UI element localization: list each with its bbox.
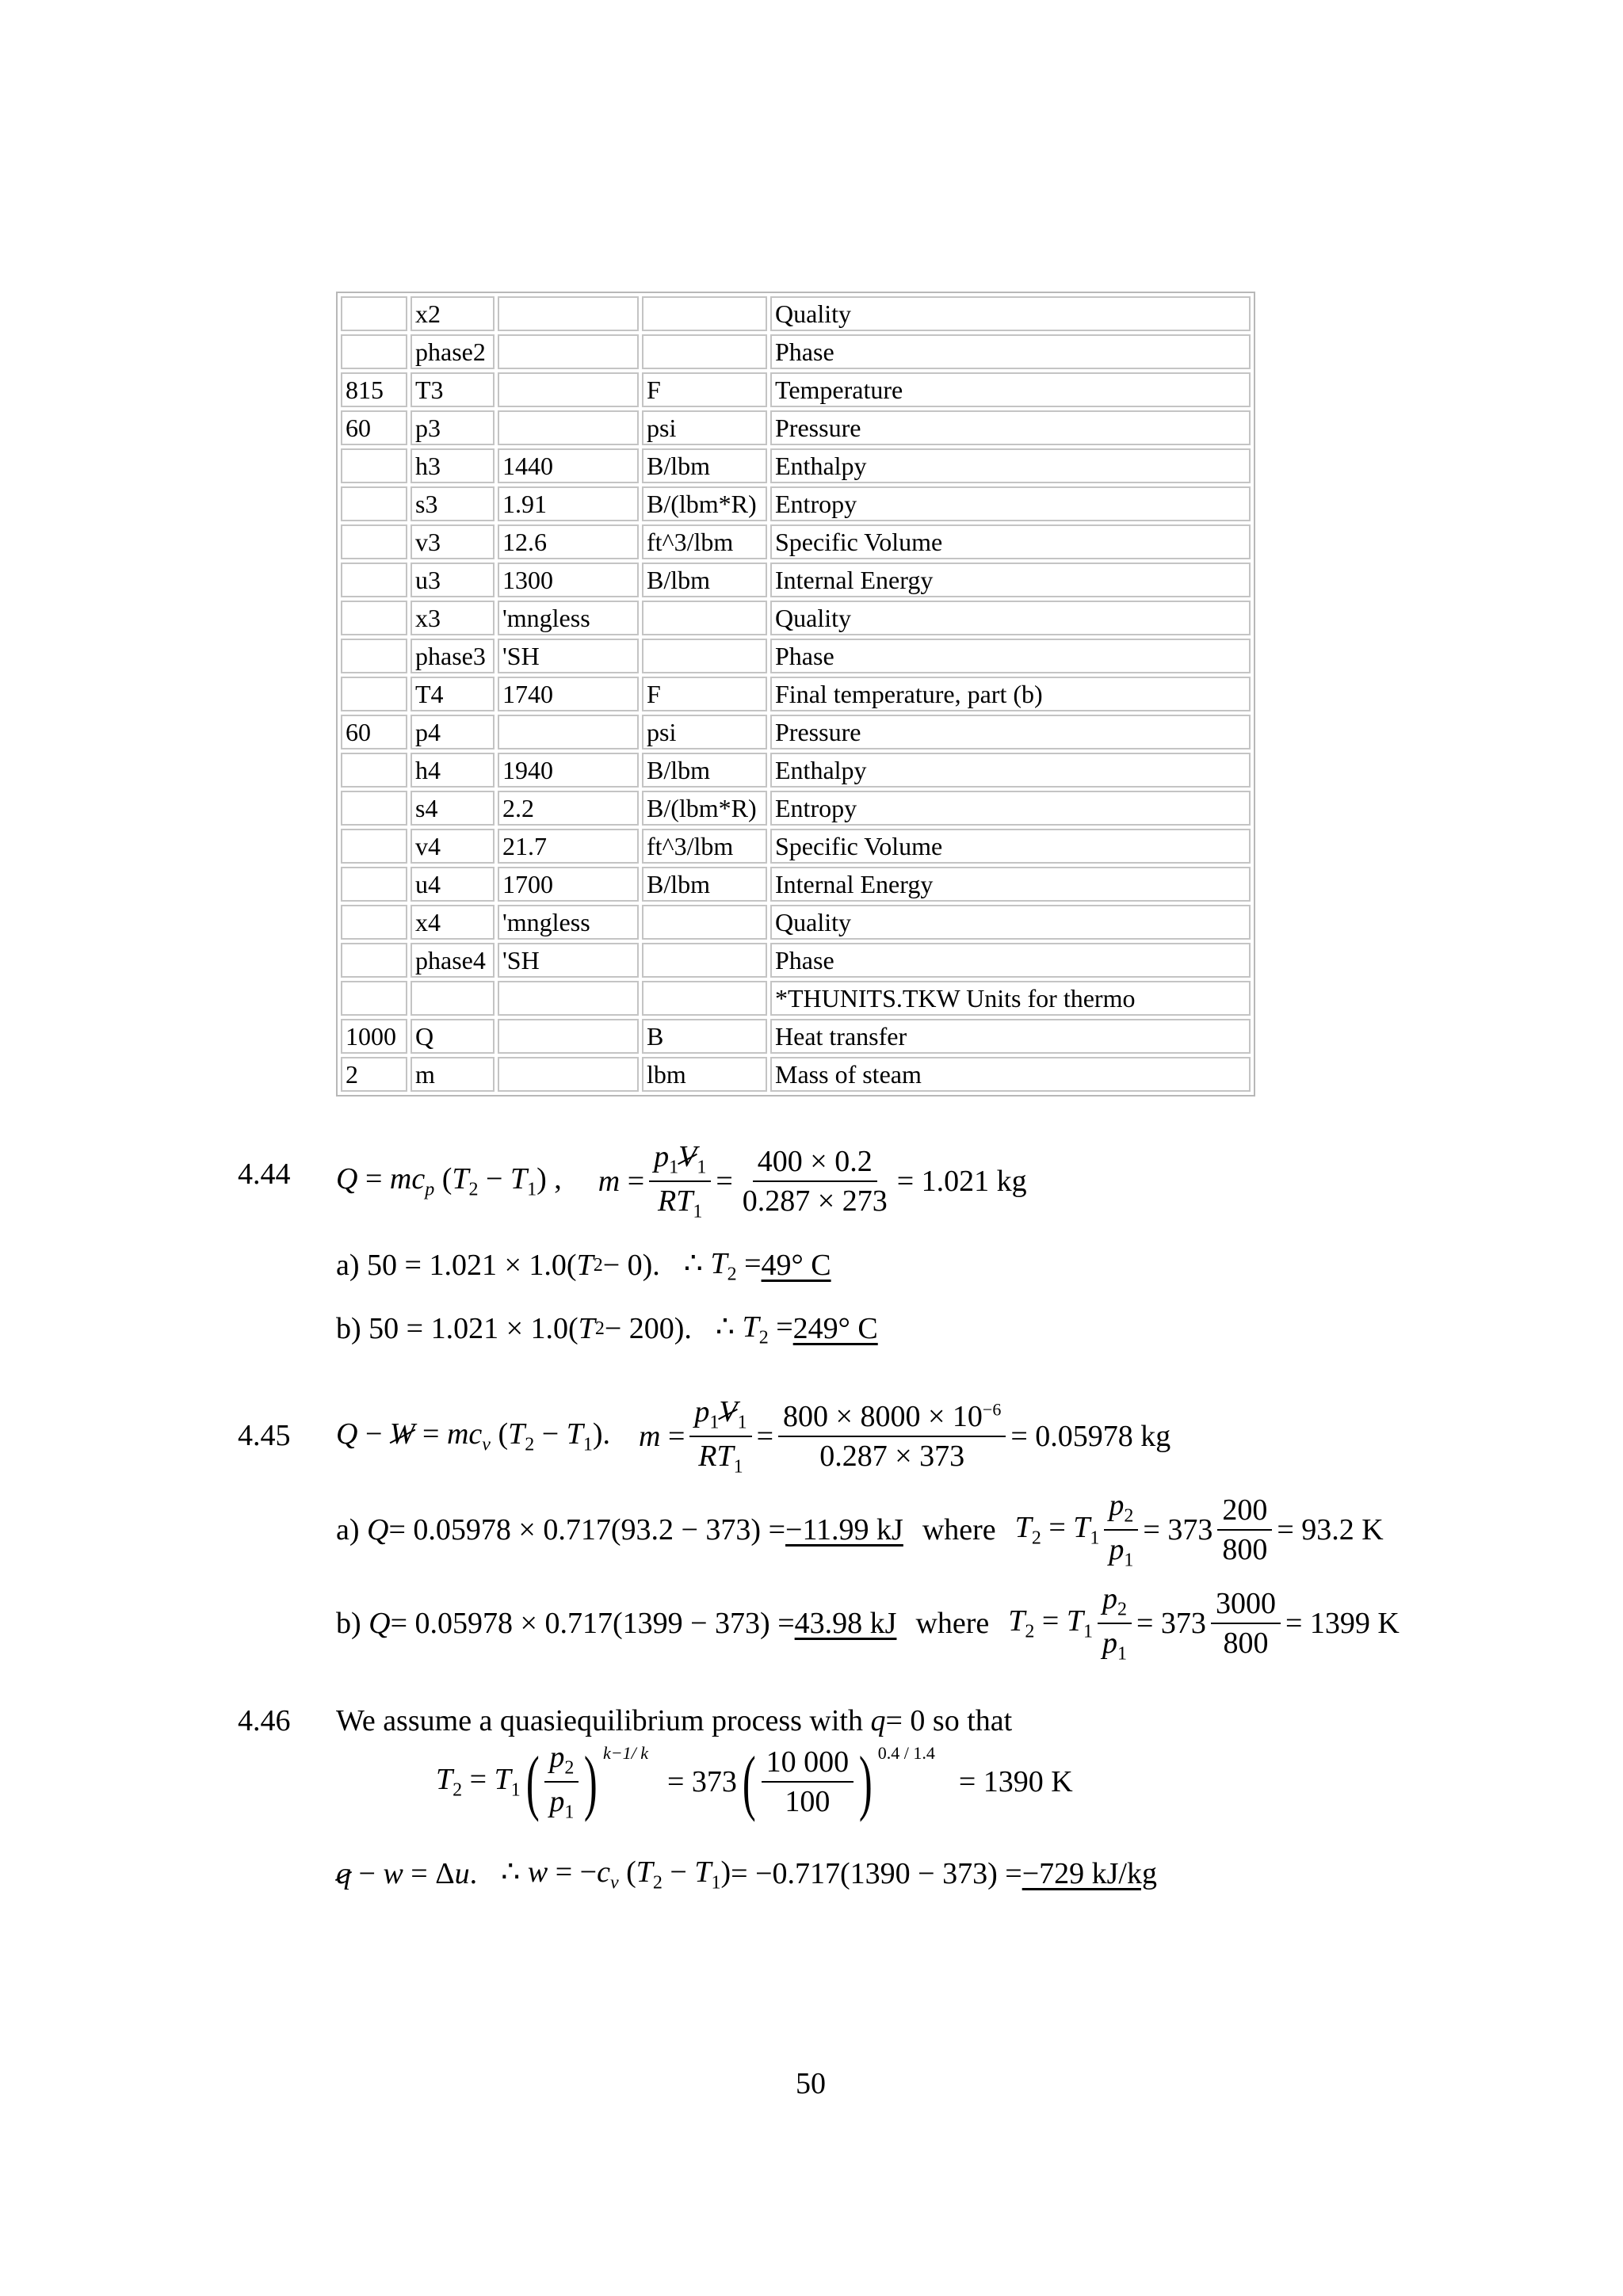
table-cell [498,410,639,445]
table-cell: x3 [411,601,495,635]
table-row [341,753,1251,788]
answer-4-44-b: 249° C [792,1312,878,1346]
eq-4-45-main: $Q - W = mc_v$ $(T_2 - T_1)$. m = $\frac{p_1V_1}{RT_1}$ = $\frac{800 \times 8000 \times 10^{-6}}{0.287 \times 373}$ = 0.05978 kg [336,1395,1171,1478]
table-cell [642,943,767,978]
table-cell: Internal Energy [770,867,1251,902]
table-cell: 2.2 [498,791,639,826]
table-cell: T4 [411,677,495,711]
table-cell: 1.91 [498,486,639,521]
table-cell [498,372,639,407]
table-row [341,981,1251,1016]
table-cell: u4 [411,867,495,902]
table-cell: F [642,372,767,407]
answer-4-45-b: 43.98 kJ [794,1606,897,1640]
table-cell: 'SH [498,639,639,673]
table-cell [341,867,407,902]
table-row [341,791,1251,826]
table-cell [498,715,639,749]
table-cell: h4 [411,753,495,788]
table-cell [341,829,407,864]
table-cell: B/lbm [642,448,767,483]
table-cell: h3 [411,448,495,483]
table-cell: 60 [341,410,407,445]
table-cell: 1000 [341,1019,407,1054]
table-cell: B/lbm [642,867,767,902]
table-cell: Phase [770,639,1251,673]
table-cell [341,486,407,521]
table-cell: Pressure [770,410,1251,445]
mass-fraction-symbolic: $\frac{p_1V_1}{RT_1}$ [649,1139,711,1222]
table-cell: phase4 [411,943,495,978]
table-cell: Mass of steam [770,1057,1251,1092]
temp-result-4-45-b: = 1399 K [1285,1606,1400,1640]
table-cell: Final temperature, part (b) [770,677,1251,711]
mass-fraction-symbolic-4-45: $\frac{p_1V_1}{RT_1}$ [689,1394,751,1478]
table-cell [498,296,639,331]
table-cell [341,943,407,978]
table-cell: 'SH [498,943,639,978]
table-cell: 'mngless [498,905,639,940]
answer-4-46: −729 kJ/kg [1022,1857,1157,1891]
table-row [341,677,1251,711]
table-row [341,524,1251,559]
table-cell [498,981,639,1016]
table-cell [341,905,407,940]
table-cell: B/lbm [642,563,767,597]
table-cell: Entropy [770,791,1251,826]
table-row [341,867,1251,902]
table-body [341,296,1251,1092]
table-cell: psi [642,715,767,749]
table-cell: 60 [341,715,407,749]
table-cell: x4 [411,905,495,940]
table-cell: 1300 [498,563,639,597]
table-cell [498,1057,639,1092]
table-cell [341,334,407,369]
table-cell: v4 [411,829,495,864]
table-cell: p3 [411,410,495,445]
table-cell: Phase [770,334,1251,369]
table-cell: 1700 [498,867,639,902]
table-cell [642,601,767,635]
problem-number-4-44: 4.44 [238,1158,291,1191]
table-cell [341,639,407,673]
table-cell: B/(lbm*R) [642,486,767,521]
table-cell: p4 [411,715,495,749]
table-cell [498,334,639,369]
answer-4-44-a: 49° C [761,1249,831,1283]
table-row [341,639,1251,673]
table-cell: Q [411,1019,495,1054]
table-cell: ft^3/lbm [642,524,767,559]
mass-result: = 1.021 kg [896,1164,1027,1198]
table-cell [341,981,407,1016]
table-cell [341,563,407,597]
table-cell [642,981,767,1016]
eq-4-45-a: a) Q = 0.05978 × 0.717(93.2 − 373) = −11.99 kJ where $T_2 = T_1$ $\frac{p_2}{p_1}$ = 373 $\frac{200}{800}$ = 93.2 K [336,1489,1384,1571]
table-row [341,1057,1251,1092]
table-row [341,448,1251,483]
table-cell: Enthalpy [770,448,1251,483]
table-cell: Temperature [770,372,1251,407]
page-number: 50 [796,2067,826,2100]
table-cell: ft^3/lbm [642,829,767,864]
table-cell: phase2 [411,334,495,369]
mass-result-4-45: = 0.05978 kg [1010,1419,1171,1453]
problem-number-4-46: 4.46 [238,1704,291,1737]
table-cell: 815 [341,372,407,407]
table-cell: Pressure [770,715,1251,749]
table-cell: lbm [642,1057,767,1092]
table-cell [341,601,407,635]
table-cell: 1940 [498,753,639,788]
table-row [341,486,1251,521]
table-cell [341,791,407,826]
table-cell [642,334,767,369]
table-cell: psi [642,410,767,445]
table-cell: *THUNITS.TKW Units for thermo [770,981,1251,1016]
table-cell [642,639,767,673]
table-row [341,715,1251,749]
table-cell: phase3 [411,639,495,673]
eq-4-46-work: q − w = Δu. ∴ $w = -c_v$ $(T_2 - T_1)$ = −0.717(1390 − 373) = −729 kJ/kg [336,1855,1157,1894]
table-row [341,1019,1251,1054]
table-cell: u3 [411,563,495,597]
table-cell [341,296,407,331]
mass-fraction-numeric-4-45: $\frac{800 \times 8000 \times 10^{-6}}{0.287 \times 373}$ [778,1399,1006,1474]
table-cell: m [411,1057,495,1092]
table-cell: x2 [411,296,495,331]
table-cell: 12.6 [498,524,639,559]
table-cell: B/lbm [642,753,767,788]
eq-4-44-b: b) 50 = 1.021 × 1.0( T 2 − 200). ∴ $T_2$ = 249° C [336,1310,878,1348]
table-cell: Quality [770,296,1251,331]
table-cell: Quality [770,905,1251,940]
eq-4-46-intro: We assume a quasiequilibrium process with q = 0 so that [336,1704,1013,1737]
table-row [341,829,1251,864]
table-cell: Entropy [770,486,1251,521]
temp-result-4-46: = 1390 K [958,1764,1073,1798]
table-cell: v3 [411,524,495,559]
table-cell: B [642,1019,767,1054]
table-row [341,563,1251,597]
eq-4-46-temp: $T_2 = T_1$ ( $\frac{p_2}{p_1}$ ) $^{k-1/ k}$ = 373 ( $\frac{10 000}{100}$ ) $^{0.4 / 1.4}$ = 1390 K [436,1741,1073,1823]
eq-4-45-b: b) Q = 0.05978 × 0.717(1399 − 373) = 43.98 kJ where $T_2 = T_1$ $\frac{p_2}{p_1}$ = 373 $\frac{3000}{800}$ = 1399 K [336,1582,1400,1665]
table-cell: Specific Volume [770,524,1251,559]
table-row [341,296,1251,331]
mass-fraction-numeric: $\frac{400 \times 0.2}{0.287 \times 273}$ [742,1144,888,1218]
table-cell: Enthalpy [770,753,1251,788]
table-row [341,334,1251,369]
table-cell [642,905,767,940]
table-cell: 'mngless [498,601,639,635]
table-cell: s4 [411,791,495,826]
table-cell: T3 [411,372,495,407]
table-row [341,601,1251,635]
table-cell: Heat transfer [770,1019,1251,1054]
table-cell: Phase [770,943,1251,978]
answer-4-45-a: −11.99 kJ [785,1512,903,1547]
table-cell: 21.7 [498,829,639,864]
table-row [341,410,1251,445]
table-cell [341,448,407,483]
table-cell [341,677,407,711]
table-cell [411,981,495,1016]
table-cell: B/(lbm*R) [642,791,767,826]
table-cell [341,524,407,559]
table-cell: F [642,677,767,711]
temp-result-4-45-a: = 93.2 K [1277,1512,1384,1547]
table-row [341,905,1251,940]
table-cell [341,753,407,788]
table-row [341,372,1251,407]
tk-solver-table [336,292,1255,1097]
table-cell [642,296,767,331]
table-cell: Quality [770,601,1251,635]
eq-4-44-a: a) 50 = 1.021 × 1.0( T 2 − 0). ∴ $T_2$ = 49° C [336,1247,831,1285]
table-cell: Internal Energy [770,563,1251,597]
table-cell [498,1019,639,1054]
problem-number-4-45: 4.45 [238,1419,291,1452]
table-row [341,943,1251,978]
table-cell: 2 [341,1057,407,1092]
table-cell: 1740 [498,677,639,711]
table-cell: 1440 [498,448,639,483]
table-cell: s3 [411,486,495,521]
eq-4-44-main: $Q = mc_p$ $(T_2 - T_1)$ , m = $\frac{p_1V_1}{RT_1}$ = $\frac{400 \times 0.2}{0.287 \times 273}$ = 1.021 kg [336,1140,1027,1222]
table-cell: Specific Volume [770,829,1251,864]
